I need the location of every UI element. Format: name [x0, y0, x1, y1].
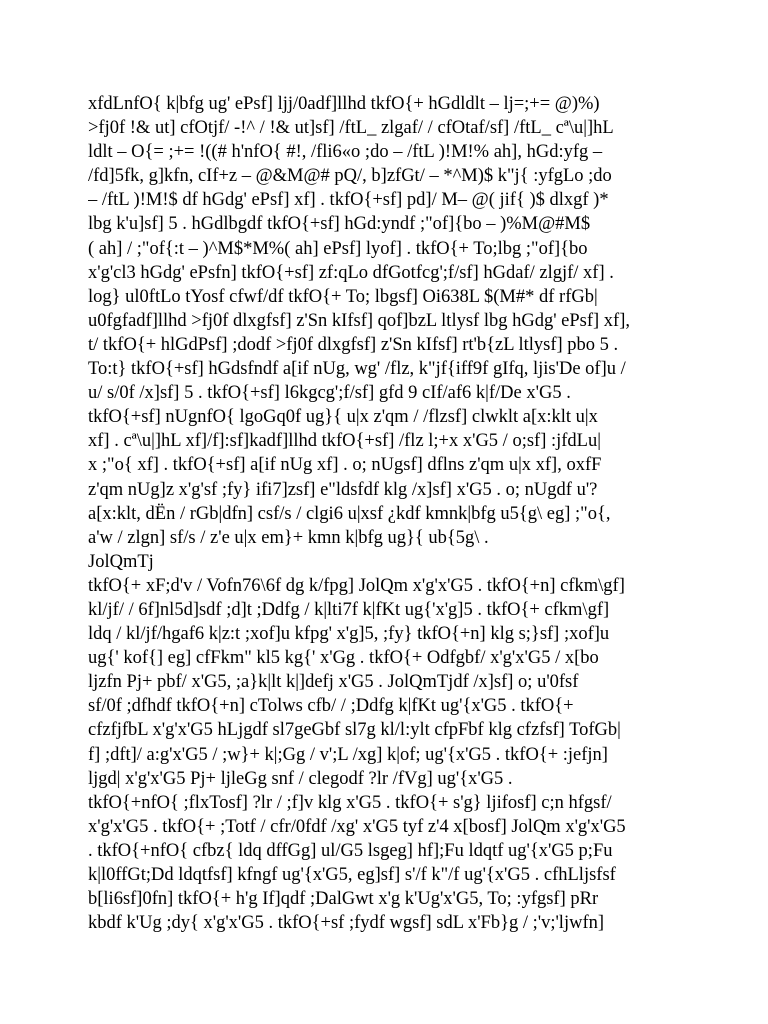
text-line: . tkfO{+nfO{ cfbz{ ldq dffGg] ul/G5 lsgeg] hf];Fu ldqtf ug'{x'G5 p;Fu	[88, 840, 613, 861]
text-line: xfdLnfO{ k|bfg ug' ePsf] ljj/0adf]llhd tkfO{+ hGdldlt – lj=;+= @)%)	[88, 94, 600, 114]
section-heading: JolQmTj	[88, 551, 154, 572]
text-line: x ;"o{ xf] . tkfO{+sf] a[if nUg xf] . o; nUgsf] dflns z'qm u|x xf], oxfF	[88, 455, 602, 476]
text-line: ljzfn Pj+ pbf/ x'G5, ;a}k|lt k|]defj x'G5 . JolQmTjdf /x]sf] o; u'0fsf	[88, 672, 579, 693]
text-line: b[li6sf]0fn] tkfO{+ h'g If]qdf ;DalGwt x'g k'Ug'x'G5, To; :yfgsf] pRr	[88, 889, 599, 910]
text-line: ug{' kof{] eg] cfFkm" kl5 kg{' x'Gg . tkfO{+ Odfgbf/ x'g'x'G5 / x[bo	[88, 648, 599, 669]
document-page	[88, 92, 680, 935]
text-line: f] ;dft]/ a:g'x'G5 / ;w}+ k|;Gg / v';L /xg] k|of; ug'{x'G5 . tkfO{+ :jefjn]	[88, 744, 608, 765]
text-line: z'qm nUg]z x'g'sf ;fy} ifi7]zsf] e"ldsfdf klg /x]sf] x'G5 . o; nUgdf u'?	[88, 479, 598, 500]
text-line: tkfO{+nfO{ ;flxTosf] ?lr / ;f]v klg x'G5 . tkfO{+ s'g} ljifosf] c;n hfgsf/	[88, 792, 612, 813]
text-line: kl/jf/ / 6f]nl5d]sdf ;d]t ;Ddfg / k|lti7f k|fKt ug{'x'g]5 . tkfO{+ cfkm\gf]	[88, 599, 610, 620]
text-line: /fd]5fk, g]kfn, cIf+z – @&M@# pQ/, b]zfGt/ – *^M)$ k"j{ :yfgLo ;do	[88, 166, 612, 187]
text-line: kbdf k'Ug ;dy{ x'g'x'G5 . tkfO{+sf ;fydf wgsf] sdL x'Fb}g / ;'v;'ljwfn]	[88, 913, 605, 934]
text-line: u0fgfadf]llhd >fj0f dlxgfsf] z'Sn kIfsf] qof]bzL ltlysf lbg hGdg' ePsf] xf],	[88, 310, 631, 331]
text-line: lbg k'u]sf] 5 . hGdlbgdf tkfO{+sf] hGd:yndf ;"of]{bo – )%M@#M$	[88, 214, 591, 235]
paragraph-2	[88, 574, 680, 935]
text-line: – /ftL )!M!$ df hGdg' ePsf] xf] . tkfO{+sf] pd]/ M– @( jif{ )$ dlxgf )*	[88, 190, 609, 211]
text-line: ldlt – O{= ;+= !((# h'nfO{ #!, /fli6«o ;do – /ftL )!M!% ah], hGd:yfg –	[88, 142, 603, 163]
text-line: tkfO{+ xF;d'v / Vofn76\6f dg k/fpg] JolQm x'g'x'G5 . tkfO{+n] cfkm\gf]	[88, 575, 625, 596]
paragraph-1	[88, 92, 680, 550]
text-line: log} ul0ftLo tYosf cfwf/df tkfO{+ To; lbgsf] Oi638L $(M#* df rfGb|	[88, 286, 598, 307]
text-line: k|l0ffGt;Dd ldqtfsf] kfngf ug'{x'G5, eg]sf] s'/f k"/f ug'{x'G5 . cfhLljsfsf	[88, 865, 616, 885]
text-line: t/ tkfO{+ hlGdPsf] ;dodf >fj0f dlxgfsf] z'Sn kIfsf] rt'b{zL ltlysf] pbo 5 .	[88, 334, 619, 355]
text-line: xf] . cª\u|]hL xf]/f]:sf]kadf]llhd tkfO{+sf] /flz l;+x x'G5 / o;sf] :jfdLu|	[88, 431, 601, 452]
text-line: >fj0f !& ut] cfOtjf/ -!^ / !& ut]sf] /ftL_ zlgaf/ / cfOtaf/sf] /ftL_ cª\u|]hL	[88, 118, 614, 139]
text-line: tkfO{+sf] nUgnfO{ lgoGq0f ug}{ u|x z'qm / /flzsf] clwklt a[x:klt u|x	[88, 407, 598, 428]
text-line: cfzfjfbL x'g'x'G5 hLjgdf sl7geGbf sl7g kl/l:ylt cfpFbf klg cfzfsf] TofGb|	[88, 720, 621, 741]
text-line: ljgd| x'g'x'G5 Pj+ ljleGg snf / clegodf ?lr /fVg] ug'{x'G5 .	[88, 768, 513, 789]
text-line: x'g'x'G5 . tkfO{+ ;Totf / cfr/0fdf /xg' x'G5 tyf z'4 x[bosf] JolQm x'g'x'G5	[88, 816, 626, 837]
text-line: x'g'cl3 hGdg' ePsfn] tkfO{+sf] zf:qLo dfGotfcg';f/sf] hGdaf/ zlgjf/ xf] .	[88, 262, 614, 283]
text-line: ldq / kl/jf/hgaf6 k|z:t ;xof]u kfpg' x'g]5, ;fy} tkfO{+n] klg s;}sf] ;xof]u	[88, 624, 610, 645]
text-line: u/ s/0f /x]sf] 5 . tkfO{+sf] l6kgcg';f/sf] gfd 9 cIf/af6 k|f/De x'G5 .	[88, 383, 571, 404]
text-line: ( ah] / ;"of{:t – )^M$*M%( ah] ePsf] lyof] . tkfO{+ To;lbg ;"of]{bo	[88, 238, 588, 259]
text-line: a'w / zlgn] sf/s / z'e u|x em}+ kmn k|bfg ug}{ ub{5g\ .	[88, 527, 489, 548]
text-line: sf/0f ;dfhdf tkfO{+n] cTolws cfb/ / ;Ddfg k|fKt ug'{x'G5 . tkfO{+	[88, 696, 574, 717]
text-line: To:t} tkfO{+sf] hGdsfndf a[if nUg, wg' /flz, k"jf{iff9f gIfq, ljis'De of]u /	[88, 359, 626, 380]
text-line: a[x:klt, dËn / rGb|dfn] csf/s / clgi6 u|xsf ¿kdf kmnk|bfg u5{g\ eg] ;"o{,	[88, 503, 611, 524]
